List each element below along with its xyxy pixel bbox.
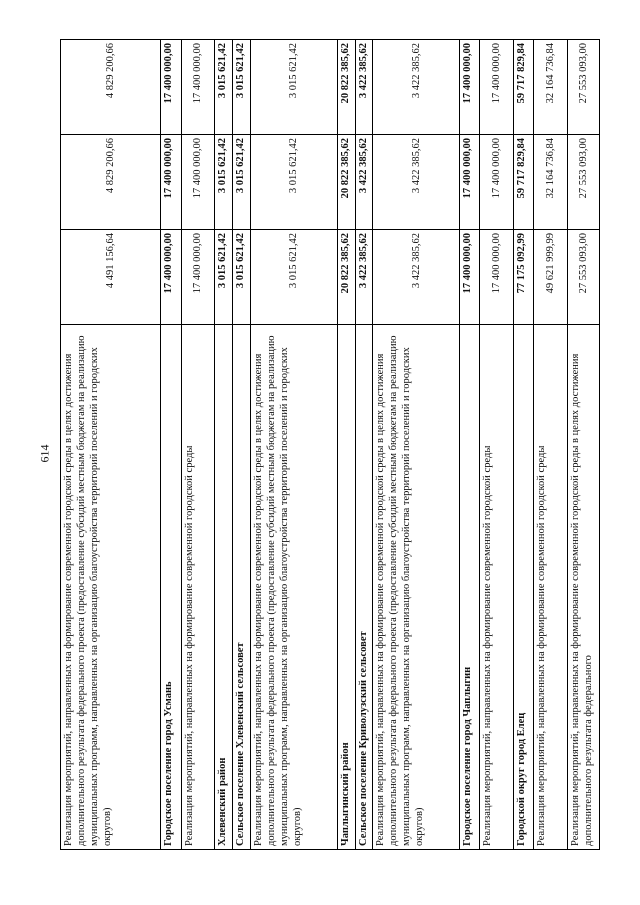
row-value-1: 3 422 385,62	[373, 230, 460, 325]
row-value-1: 17 400 000,00	[460, 230, 480, 325]
row-value-2: 3 015 621,42	[250, 135, 337, 230]
table-row	[181, 40, 214, 850]
row-value-2: 17 400 000,00	[181, 135, 214, 230]
row-value-3: 3 422 385,62	[373, 40, 460, 135]
row-value-1: 4 491 156,64	[61, 230, 161, 325]
row-label: Сельское поселение Криволузский сельсовет	[355, 325, 373, 850]
row-value-2: 3 422 385,62	[373, 135, 460, 230]
row-label: Сельское поселение Хлевенский сельсовет	[232, 325, 250, 850]
table-row	[513, 40, 533, 850]
row-label: Городское поселение город Усмань	[161, 325, 181, 850]
page-number: 614	[37, 444, 52, 462]
row-value-3: 3 422 385,62	[355, 40, 373, 135]
row-label: Хлевенский район	[214, 325, 232, 850]
table-row	[480, 40, 513, 850]
row-value-1: 20 822 385,62	[337, 230, 355, 325]
row-value-2: 17 400 000,00	[480, 135, 513, 230]
table-row	[373, 40, 460, 850]
row-value-3: 3 015 621,42	[232, 40, 250, 135]
row-value-3: 20 822 385,62	[337, 40, 355, 135]
table-row	[232, 40, 250, 850]
row-value-3: 17 400 000,00	[480, 40, 513, 135]
row-label: Городское поселение город Чаплыгин	[460, 325, 480, 850]
table-row	[337, 40, 355, 850]
row-label: Городской округ город Елец	[513, 325, 533, 850]
row-value-2: 17 400 000,00	[460, 135, 480, 230]
table-row	[61, 40, 161, 850]
row-label: Реализация мероприятий, направленных на формирование современной городской среды в целях достижения дополнительного результата федерального проекта (предоставление субсидий местным бюджетам на реализацию муниципальных программ, направленных на организацию благоустройства территорий поселений и городских округов)	[61, 325, 161, 850]
row-value-2: 17 400 000,00	[161, 135, 181, 230]
row-value-1: 27 553 093,00	[567, 230, 600, 325]
row-value-3: 3 015 621,42	[214, 40, 232, 135]
row-value-3: 32 164 736,84	[534, 40, 567, 135]
rotated-table-wrapper	[60, 40, 600, 850]
row-value-2: 4 829 200,66	[61, 135, 161, 230]
row-label: Реализация мероприятий, направленных на формирование современной городской среды	[480, 325, 513, 850]
row-value-2: 59 717 829,84	[513, 135, 533, 230]
row-value-2: 32 164 736,84	[534, 135, 567, 230]
row-value-1: 17 400 000,00	[181, 230, 214, 325]
row-value-2: 3 015 621,42	[214, 135, 232, 230]
row-label: Реализация мероприятий, направленных на формирование современной городской среды в целях достижения дополнительного результата федерального проекта (предоставление субсидий местным бюджетам на реализацию муниципальных программ, направленных на организацию благоустройства территорий поселений и городских округов)	[250, 325, 337, 850]
row-value-2: 3 015 621,42	[232, 135, 250, 230]
table-row	[534, 40, 567, 850]
table-row	[355, 40, 373, 850]
row-value-1: 3 015 621,42	[214, 230, 232, 325]
row-value-3: 3 015 621,42	[250, 40, 337, 135]
row-label: Реализация мероприятий, направленных на формирование современной городской среды в целях достижения дополнительного результата федерального проекта (предоставление субсидий местным бюджетам на реализацию муниципальных программ, направленных на организацию благоустройства территорий поселений и городских округов)	[373, 325, 460, 850]
row-value-3: 4 829 200,66	[61, 40, 161, 135]
row-label: Реализация мероприятий, направленных на формирование современной городской среды в целях достижения дополнительного результата федерального	[567, 325, 600, 850]
row-value-1: 3 015 621,42	[232, 230, 250, 325]
row-value-3: 17 400 000,00	[181, 40, 214, 135]
table-row	[214, 40, 232, 850]
row-value-1: 17 400 000,00	[161, 230, 181, 325]
row-value-2: 3 422 385,62	[355, 135, 373, 230]
row-value-1: 77 175 092,99	[513, 230, 533, 325]
row-label: Реализация мероприятий, направленных на формирование современной городской среды	[534, 325, 567, 850]
table-row	[250, 40, 337, 850]
row-label: Реализация мероприятий, направленных на формирование современной городской среды	[181, 325, 214, 850]
row-value-3: 17 400 000,00	[161, 40, 181, 135]
row-value-2: 27 553 093,00	[567, 135, 600, 230]
table-row	[460, 40, 480, 850]
row-value-1: 3 015 621,42	[250, 230, 337, 325]
row-value-2: 20 822 385,62	[337, 135, 355, 230]
row-value-3: 59 717 829,84	[513, 40, 533, 135]
table-body	[61, 40, 600, 850]
row-value-1: 17 400 000,00	[480, 230, 513, 325]
row-label: Чаплыгинский район	[337, 325, 355, 850]
budget-table	[60, 39, 600, 850]
row-value-1: 3 422 385,62	[355, 230, 373, 325]
table-row	[161, 40, 181, 850]
row-value-3: 17 400 000,00	[460, 40, 480, 135]
table-row	[567, 40, 600, 850]
row-value-1: 49 621 999,99	[534, 230, 567, 325]
row-value-3: 27 553 093,00	[567, 40, 600, 135]
